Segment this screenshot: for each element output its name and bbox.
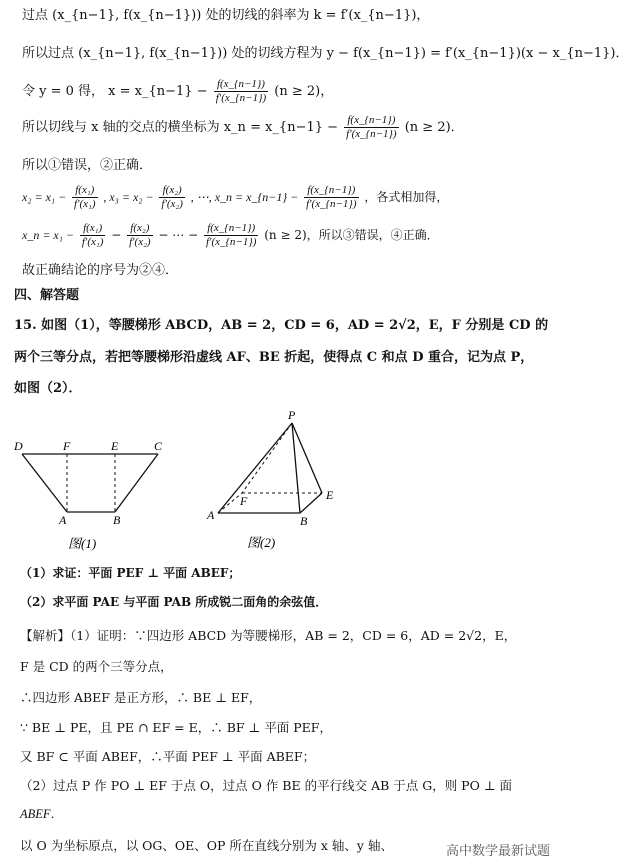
line3-prefix: 令 y = 0 得， x = x_{n−1} − (22, 84, 208, 99)
problem-15-line-1: 15. 如图（1），等腰梯形 ABCD，AB = 2，CD = 6，AD = 2√2，E，F 分别是 CD 的 (14, 318, 549, 333)
line6-part-a: x₂ = x₁ − (22, 190, 67, 204)
solution-line-5: 又 BF ⊂ 平面 ABEF，∴平面 PEF ⊥ 平面 ABEF； (20, 749, 316, 764)
question-1: （1）求证：平面 PEF ⊥ 平面 ABEF； (20, 566, 241, 580)
fraction-numerator: f(x_{n−1}) (304, 184, 358, 198)
segment-cb (115, 454, 158, 512)
fraction-denominator: f′(x_{n−1}) (205, 236, 257, 248)
figure-1-trapezoid (12, 440, 172, 555)
label-a: A (59, 513, 67, 527)
solution-line-8: 以 O 为坐标原点，以 OG、OE、OP 所在直线分别为 x 轴、y 轴、 (20, 838, 393, 853)
text-line-8: 故正确结论的序号为②④． (22, 263, 179, 278)
fraction-numerator: f(x₂) (127, 222, 153, 236)
edge-pb (292, 423, 300, 513)
text-line-3 (22, 78, 333, 105)
line7-fraction-1 (80, 222, 106, 249)
edge-be (300, 493, 322, 513)
fraction-numerator: f(x₁) (80, 222, 106, 236)
fraction-numerator: f(x₁) (72, 184, 98, 198)
fraction-denominator: f′(x_{n−1}) (215, 92, 267, 104)
solution-line-1: 【解析】（1）证明：∵四边形 ABCD 为等腰梯形，AB = 2，CD = 6，AD = 2√2，E， (20, 628, 517, 643)
figure-1-caption: 图(1) (68, 536, 97, 551)
solution-line-6: （2）过点 P 作 PO ⊥ EF 于点 O，过点 O 作 BE 的平行线交 AB 于点 G，则 PO ⊥ 面 (20, 778, 513, 793)
text-line-1: 过点 (x_{n−1}, f(x_{n−1})) 处的切线的斜率为 k = f′(x_{n−1})， (22, 8, 430, 23)
fraction-numerator: f(x_{n−1}) (214, 78, 268, 92)
label-b: B (300, 514, 308, 528)
line7-part-a: x_n = x₁ − (22, 228, 75, 242)
line4-fraction (344, 114, 398, 141)
line6-fraction-1 (72, 184, 98, 211)
line7-part-c: − ⋯ − (158, 228, 199, 242)
label-b: B (113, 513, 121, 527)
watermark: 高中数学最新试题 (445, 844, 550, 859)
fraction-denominator: f′(x_{n−1}) (346, 128, 397, 140)
fraction-denominator: f′(x_{n−1}) (306, 198, 357, 210)
label-p: P (288, 408, 296, 422)
line4-prefix: 所以切线与 x 轴的交点的横坐标为 x_n = x_{n−1} − (22, 120, 339, 135)
text-line-6 (22, 184, 448, 211)
label-e: E (326, 488, 334, 502)
problem-15-line-3: 如图（2）． (14, 381, 82, 396)
text-line-4 (22, 114, 464, 141)
fraction-denominator: f′(x₁) (81, 236, 104, 248)
text-line-7 (22, 222, 439, 249)
fraction-denominator: f′(x₂) (161, 198, 183, 210)
fraction-denominator: f′(x₁) (74, 198, 96, 210)
fraction-numerator: f(x_{n−1}) (344, 114, 398, 128)
line7-fraction-2 (127, 222, 153, 249)
label-c: C (154, 439, 163, 453)
label-f: F (63, 439, 71, 453)
text-line-5: 所以①错误，②正确． (22, 158, 153, 173)
question-2: （2）求平面 PAE 与平面 PAB 所成锐二面角的余弦值． (20, 595, 328, 609)
line7-suffix: (n ≥ 2)，所以③错误，④正确． (264, 228, 439, 242)
line6-suffix: ，各式相加得， (364, 190, 449, 204)
fraction-denominator: f′(x₂) (129, 236, 151, 248)
label-d: D (14, 439, 23, 453)
text-line-2: 所以过点 (x_{n−1}, f(x_{n−1})) 处的切线方程为 y − f(x_{n−1}) = f′(x_{n−1})(x − x_{n−1})． (22, 46, 628, 61)
edge-pa (218, 423, 292, 513)
edge-pf (242, 423, 292, 493)
solution-line-4: ∵ BE ⊥ PE，且 PE ∩ EF = E，∴ BF ⊥ 平面 PEF， (20, 720, 332, 735)
line6-part-b: , x₃ = x₂ − (103, 190, 154, 204)
line3-fraction (214, 78, 268, 105)
label-f: F (240, 494, 248, 508)
section-heading: 四、解答题 (14, 288, 80, 303)
figure-2-caption: 图(2) (247, 535, 276, 550)
line6-part-c: , ⋯, x_n = x_{n−1} − (190, 190, 299, 204)
fraction-numerator: f(x₂) (159, 184, 185, 198)
fraction-numerator: f(x_{n−1}) (204, 222, 258, 236)
edge-pe (292, 423, 322, 493)
label-e: E (111, 439, 119, 453)
line3-suffix: (n ≥ 2)， (274, 84, 334, 99)
line4-suffix: (n ≥ 2)． (404, 120, 464, 135)
figure-2-pyramid (202, 405, 352, 553)
solution-line-3: ∴四边形 ABEF 是正方形，∴ BE ⊥ EF， (20, 690, 262, 705)
line7-part-b: − (111, 228, 122, 242)
line7-fraction-3 (204, 222, 258, 249)
line6-fraction-2 (159, 184, 185, 211)
segment-da (22, 454, 67, 512)
line6-fraction-3 (304, 184, 358, 211)
solution-line-7: ABEF． (20, 807, 64, 821)
problem-15-line-2: 两个三等分点，若把等腰梯形沿虚线 AF、BE 折起，使得点 C 和点 D 重合，记为点 P， (14, 350, 534, 365)
label-a: A (207, 508, 215, 522)
solution-line-2: F 是 CD 的两个三等分点， (20, 659, 173, 674)
edge-af (218, 493, 242, 513)
